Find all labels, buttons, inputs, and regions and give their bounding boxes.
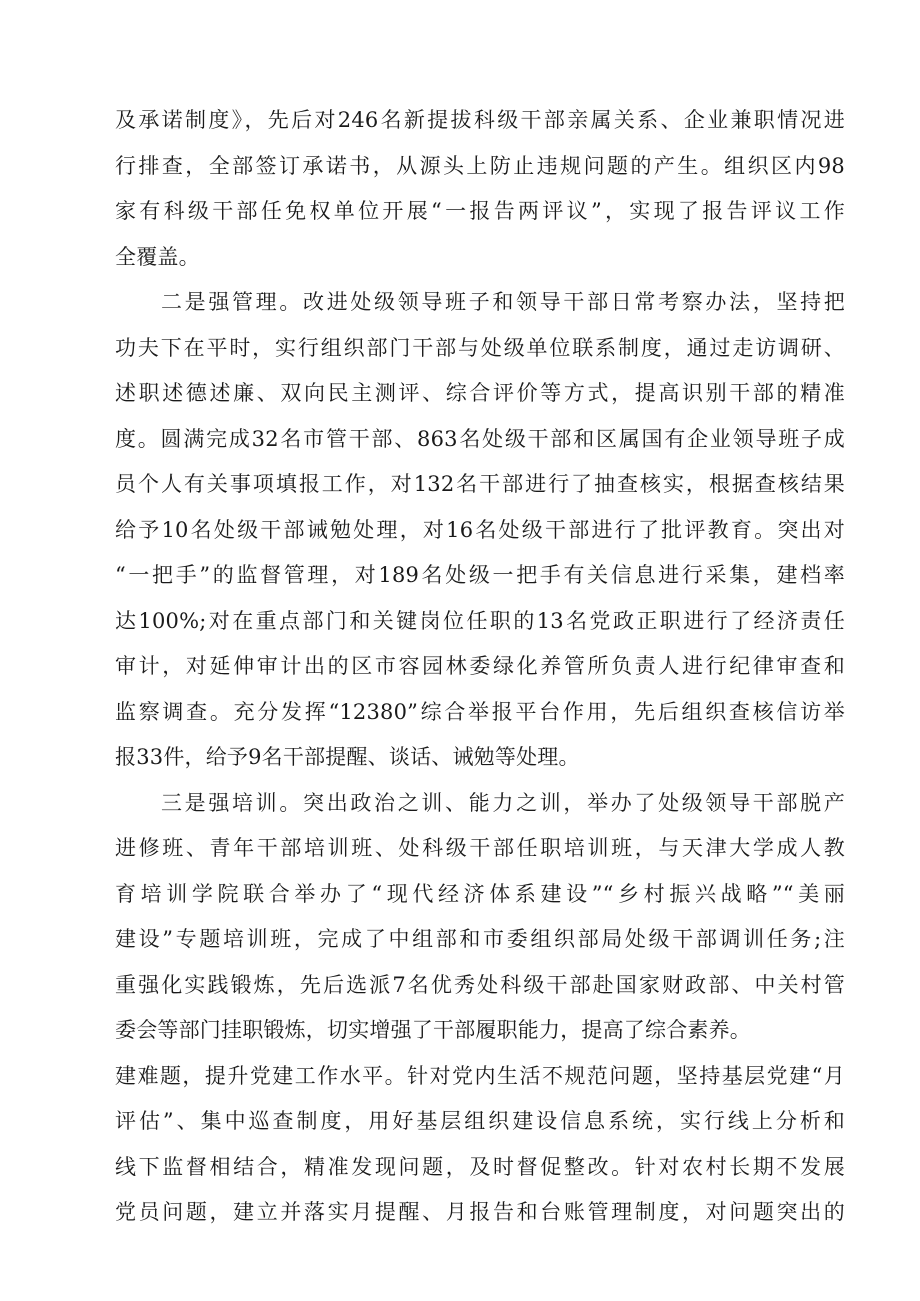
text-line: 委会等部门挂职锻炼，切实增强了干部履职能力，提高了综合素养。 xyxy=(115,1018,751,1042)
text-line: 评估”、集中巡查制度，用好基层组织建设信息系统，实行线上分析和 xyxy=(115,1109,845,1133)
text-line: 及承诺制度》，先后对246名新提拔科级干部亲属关系、企业兼职情况进 xyxy=(115,108,845,132)
text-line: 审计，对延伸审计出的区市容园林委绿化养管所负责人进行纪律审查和 xyxy=(115,654,845,678)
text-line: 建设”专题培训班，完成了中组部和市委组织部局处级干部调训任务;注 xyxy=(115,927,845,951)
paragraph-start-line: 二是强管理。改进处级领导班子和领导干部日常考察办法，坚持把 xyxy=(161,290,845,314)
text-line: 线下监督相结合，精准发现问题，及时督促整改。针对农村长期不发展 xyxy=(115,1154,845,1179)
text-line: 家有科级干部任免权单位开展“一报告两评议”，实现了报告评议工作 xyxy=(115,199,845,223)
text-line: 育培训学院联合举办了“现代经济体系建设”“乡村振兴战略”“美丽 xyxy=(115,881,845,906)
text-line: 度。圆满完成32名市管干部、863名处级干部和区属国有企业领导班子成 xyxy=(115,426,845,451)
text-line: 重强化实践锻炼，先后选派7名优秀处科级干部赴国家财政部、中关村管 xyxy=(115,972,845,997)
text-line: 监察调查。充分发挥“12380”综合举报平台作用，先后组织查核信访举 xyxy=(115,699,845,724)
text-line: “一把手”的监督管理，对189名处级一把手有关信息进行采集，建档率 xyxy=(115,563,845,587)
text-line: 报33件，给予9名干部提醒、谈话、诫勉等处理。 xyxy=(115,745,580,769)
text-line: 党员问题，建立并落实月提醒、月报告和台账管理制度，对问题突出的 xyxy=(115,1200,845,1224)
text-line: 员个人有关事项填报工作，对132名干部进行了抽查核实，根据查核结果 xyxy=(115,472,845,496)
document-body xyxy=(115,98,845,1236)
text-line: 进修班、青年干部培训班、处科级干部任职培训班，与天津大学成人教 xyxy=(115,836,845,860)
text-line: 述职述德述廉、双向民主测评、综合评价等方式，提高识别干部的精准 xyxy=(115,381,845,405)
text-line: 功夫下在平时，实行组织部门干部与处级单位联系制度，通过走访调研、 xyxy=(115,335,845,360)
text-line: 达100%;对在重点部门和关键岗位任职的13名党政正职进行了经济责任 xyxy=(115,608,845,633)
text-line: 行排查，全部签订承诺书，从源头上防止违规问题的产生。组织区内98 xyxy=(115,153,845,178)
paragraph-start-line: 建难题，提升党建工作水平。针对党内生活不规范问题，坚持基层党建“月 xyxy=(115,1063,845,1088)
text-line: 全覆盖。 xyxy=(115,244,200,269)
text-line: 给予10名处级干部诫勉处理，对16名处级干部进行了批评教育。突出对 xyxy=(115,517,845,542)
paragraph-start-line: 三是强培训。突出政治之训、能力之训，举办了处级领导干部脱产 xyxy=(161,790,845,815)
